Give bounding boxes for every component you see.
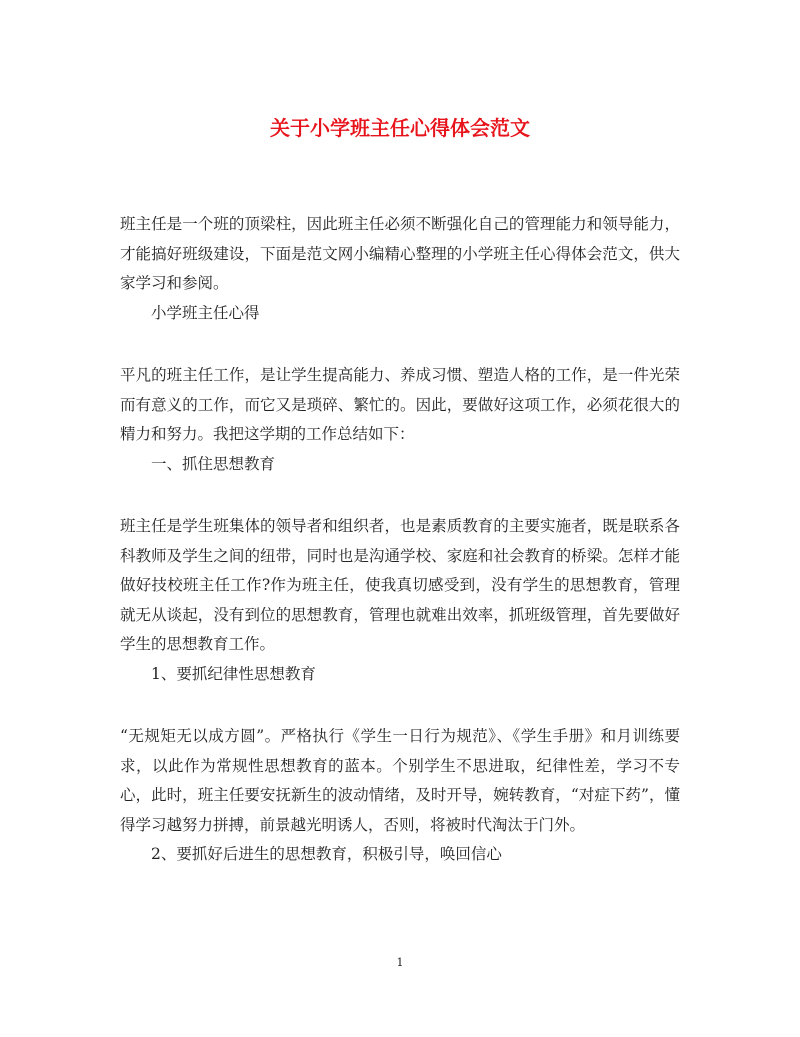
document-title: 关于小学班主任心得体会范文 <box>270 116 530 140</box>
subtitle-heading: 小学班主任心得 <box>151 303 260 322</box>
intro-paragraph: 班主任是一个班的顶梁柱，因此班主任必须不断强化自己的管理能力和领导能力，才能搞好班级建设，下面是范文网小编精心整理的小学班主任心得体会范文，供大家学习和参阅。 <box>120 215 680 292</box>
paragraph-discipline: “无规矩无以成方圆”。严格执行《学生一日行为规范》、《学生手册》和月训练要求，以此作为常规性思想教育的蓝本。个别学生不思进取，纪律性差，学习不专心，此时，班主任要安抚新生的波动情绪，及时开导，婉转教育，“对症下药”，懂得学习越努力拼搏，前景越光明诱人，否则，将被时代淘汰于门外。 <box>120 727 680 834</box>
section-heading-ideology: 一、抓住思想教育 <box>151 454 276 473</box>
section-heading-discipline: 1、要抓纪律性思想教育 <box>151 664 316 683</box>
paragraph-ideology: 班主任是学生班集体的领导者和组织者，也是素质教育的主要实施者，既是联系各科教师及学生之间的纽带，同时也是沟通学校、家庭和社会教育的桥梁。怎样才能做好技校班主任工作?作为班主任，使我真切感受到，没有学生的思想教育，管理就无从谈起，没有到位的思想教育，管理也就难出效率，抓班级管理，首先要做好学生的思想教育工作。 <box>120 517 680 653</box>
section-heading-underachievers: 2、要抓好后进生的思想教育，积极引导，唤回信心 <box>151 845 502 863</box>
paragraph-spacer <box>120 689 680 722</box>
paragraph-work-summary: 平凡的班主任工作，是让学生提高能力、养成习惯、塑造人格的工作，是一件光荣而有意义的工作，而它又是琐碎、繁忙的。因此，要做好这项工作，必须花很大的精力和努力。我把这学期的工作总结如下： <box>120 366 680 443</box>
document-body <box>120 210 680 870</box>
paragraph-spacer <box>120 479 680 512</box>
page-number: 1 <box>396 956 404 969</box>
paragraph-spacer <box>120 328 680 361</box>
